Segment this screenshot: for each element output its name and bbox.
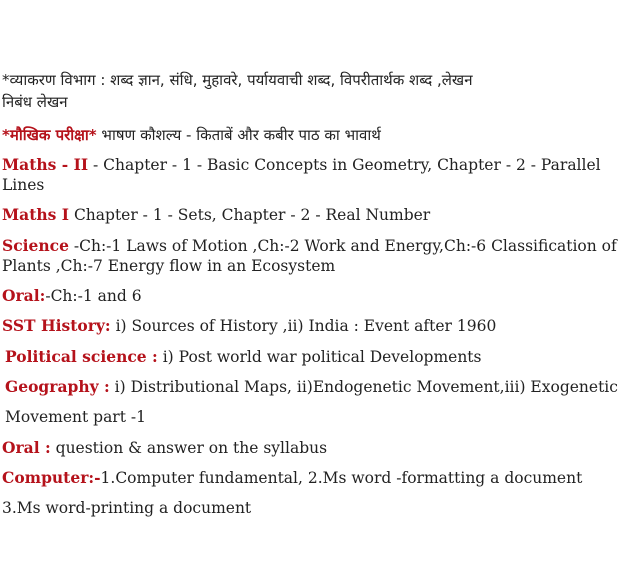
computer-line (2, 468, 582, 488)
maths2-text: - Chapter - 1 - Basic Concepts in Geometry, Chapter - 2 - Parallel (88, 156, 601, 174)
computer-text: 1.Computer fundamental, 2.Ms word -formatting a document (100, 469, 583, 487)
polsci-line (5, 347, 481, 367)
maths2-text-cont: Lines (2, 176, 45, 194)
history-label: SST History: (2, 316, 111, 335)
maths2-label: Maths - II (2, 155, 89, 174)
science-label: Science (2, 236, 69, 255)
hindi-grammar-text: *व्याकरण विभाग : शब्द ज्ञान, संधि, मुहावरे, पर्यायवाची शब्द, विपरीतार्थक शब्द ,लेखन (2, 71, 473, 89)
computer-label: Computer:- (2, 468, 101, 487)
geography-line (5, 377, 618, 397)
computer-line-cont (2, 498, 251, 518)
oral1-label: Oral: (2, 286, 46, 305)
oral1-text: -Ch:-1 and 6 (45, 287, 142, 305)
geography-text: i) Distributional Maps, ii)Endogenetic Movement,iii) Exogenetic (109, 378, 618, 396)
hindi-essay-text: निबंध लेखन (2, 93, 68, 111)
science-text-cont: Plants ,Ch:-7 Energy flow in an Ecosystem (2, 257, 336, 275)
maths1-label: Maths I (2, 205, 70, 224)
oral2-label: Oral : (2, 438, 51, 457)
maths1-text: Chapter - 1 - Sets, Chapter - 2 - Real Number (69, 206, 431, 224)
science-line-cont (2, 256, 335, 276)
science-text: -Ch:-1 Laws of Motion ,Ch:-2 Work and Energy,Ch:-6 Classification of (68, 237, 617, 255)
polsci-label: Political science : (5, 347, 158, 366)
geography-line-cont (5, 407, 146, 427)
oral1-line (2, 286, 142, 306)
oral2-line (2, 438, 327, 458)
hindi-essay-line (2, 92, 68, 112)
history-line (2, 316, 496, 336)
maths1-line (2, 205, 430, 225)
computer-text-cont: 3.Ms word-printing a document (2, 499, 252, 517)
hindi-grammar-line (2, 70, 473, 90)
maths2-line (2, 155, 601, 175)
hindi-oral-line (2, 125, 381, 145)
hindi-oral-label: *मौखिक परीक्षा* (2, 126, 97, 144)
oral2-text: question & answer on the syllabus (50, 439, 328, 457)
science-line (2, 236, 617, 256)
history-text: i) Sources of History ,ii) India : Event after 1960 (110, 317, 497, 335)
hindi-oral-text: भाषण कौशल्य - किताबें और कबीर पाठ का भावार्थ (96, 126, 381, 144)
maths2-line-cont (2, 175, 44, 195)
geography-label: Geography : (5, 377, 110, 396)
polsci-text: i) Post world war political Developments (157, 348, 482, 366)
geography-text-cont: Movement part -1 (5, 408, 146, 426)
